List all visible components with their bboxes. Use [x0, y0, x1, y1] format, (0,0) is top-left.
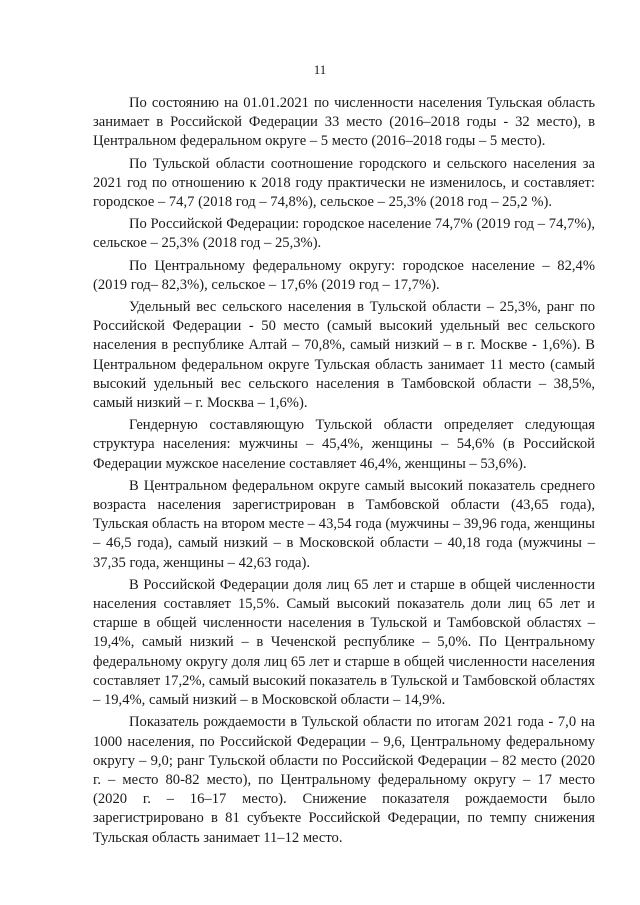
- paragraph-central-district-urban-rural: По Центральному федеральному округу: городское население – 82,4% (2019 год– 82,3%), сельское – 17,6% (2019 год – 17,7%).: [93, 257, 595, 293]
- paragraph-birth-rate: Показатель рождаемости в Тульской области по итогам 2021 года - 7,0 на 1000 населения, по Российской Федерации – 9,6, Центральному федеральному округу – 9,0; ранг Тульской области по Российской Федерации – 82 место (2020 г. – место 80-82 место), по Центральному федеральному округу – 17 место (2020 г. – 16–17 место). Снижение показателя рождаемости было зарегистрировано в 81 субъекте Российской Федерации, по темпу снижения Тульская область занимает 11–12 место.: [93, 714, 595, 846]
- paragraph-median-age: В Центральном федеральном округе самый высокий показатель среднего возраста населения зарегистрирован в Тамбовской области (43,65 года), Тульская область на втором месте – 43,54 года (мужчины – 39,96 года, женщины – 46,5 года), самый низкий – в Московской области – 40,18 года (мужчины – 37,35 года, женщины – 42,63 года).: [93, 477, 595, 571]
- paragraph-gender-structure: Гендерную составляющую Тульской области определяет следующая структура населения: мужчины – 45,4%, женщины – 54,6% (в Российской Федерации мужское население составляет 46,4%, женщины – 53,6%).: [93, 417, 595, 472]
- paragraph-population-rank: По состоянию на 01.01.2021 по численности населения Тульская область занимает в Российской Федерации 33 место (2016–2018 годы - 32 место), в Центральном федеральном округе – 5 место (2016–2018 годы – 5 место).: [93, 95, 595, 150]
- paragraph-elderly-share: В Российской Федерации доля лиц 65 лет и старше в общей численности населения составляет 15,5%. Самый высокий показатель доли лиц 65 лет и старше в общей численности населения в Тульской и Тамбовской областях – 19,4%, самый низкий – в Чеченской республике – 5,0%. По Центральному федеральному округу доля лиц 65 лет и старше в общей численности населения составляет 17,2%, самый высокий показатель в Тульской и Тамбовской областях – 19,4%, самый низкий – в Московской области – 14,9%.: [93, 576, 595, 709]
- paragraph-russia-urban-rural: По Российской Федерации: городское население 74,7% (2019 год – 74,7%), сельское – 25,3% (2018 год – 25,3%).: [93, 216, 595, 252]
- page-number: 11: [313, 62, 327, 77]
- document-body: [93, 94, 595, 851]
- paragraph-rural-share: Удельный вес сельского населения в Тульской области – 25,3%, ранг по Российской Федерации - 50 место (самый высокий удельный вес сельского населения в республике Алтай – 70,8%, самый низкий – в г. Москве - 1,6%). В Центральном федеральном округе Тульская область занимает 11 место (самый высокий удельный вес сельского населения в Тамбовской области – 38,5%, самый низкий – г. Москва – 1,6%).: [93, 299, 595, 412]
- paragraph-urban-rural-ratio: По Тульской области соотношение городского и сельского населения за 2021 год по отношению к 2018 году практически не изменилось, и составляет: городское – 74,7 (2018 год – 74,8%), сельское – 25,3% (2018 год – 25,2 %).: [93, 155, 595, 211]
